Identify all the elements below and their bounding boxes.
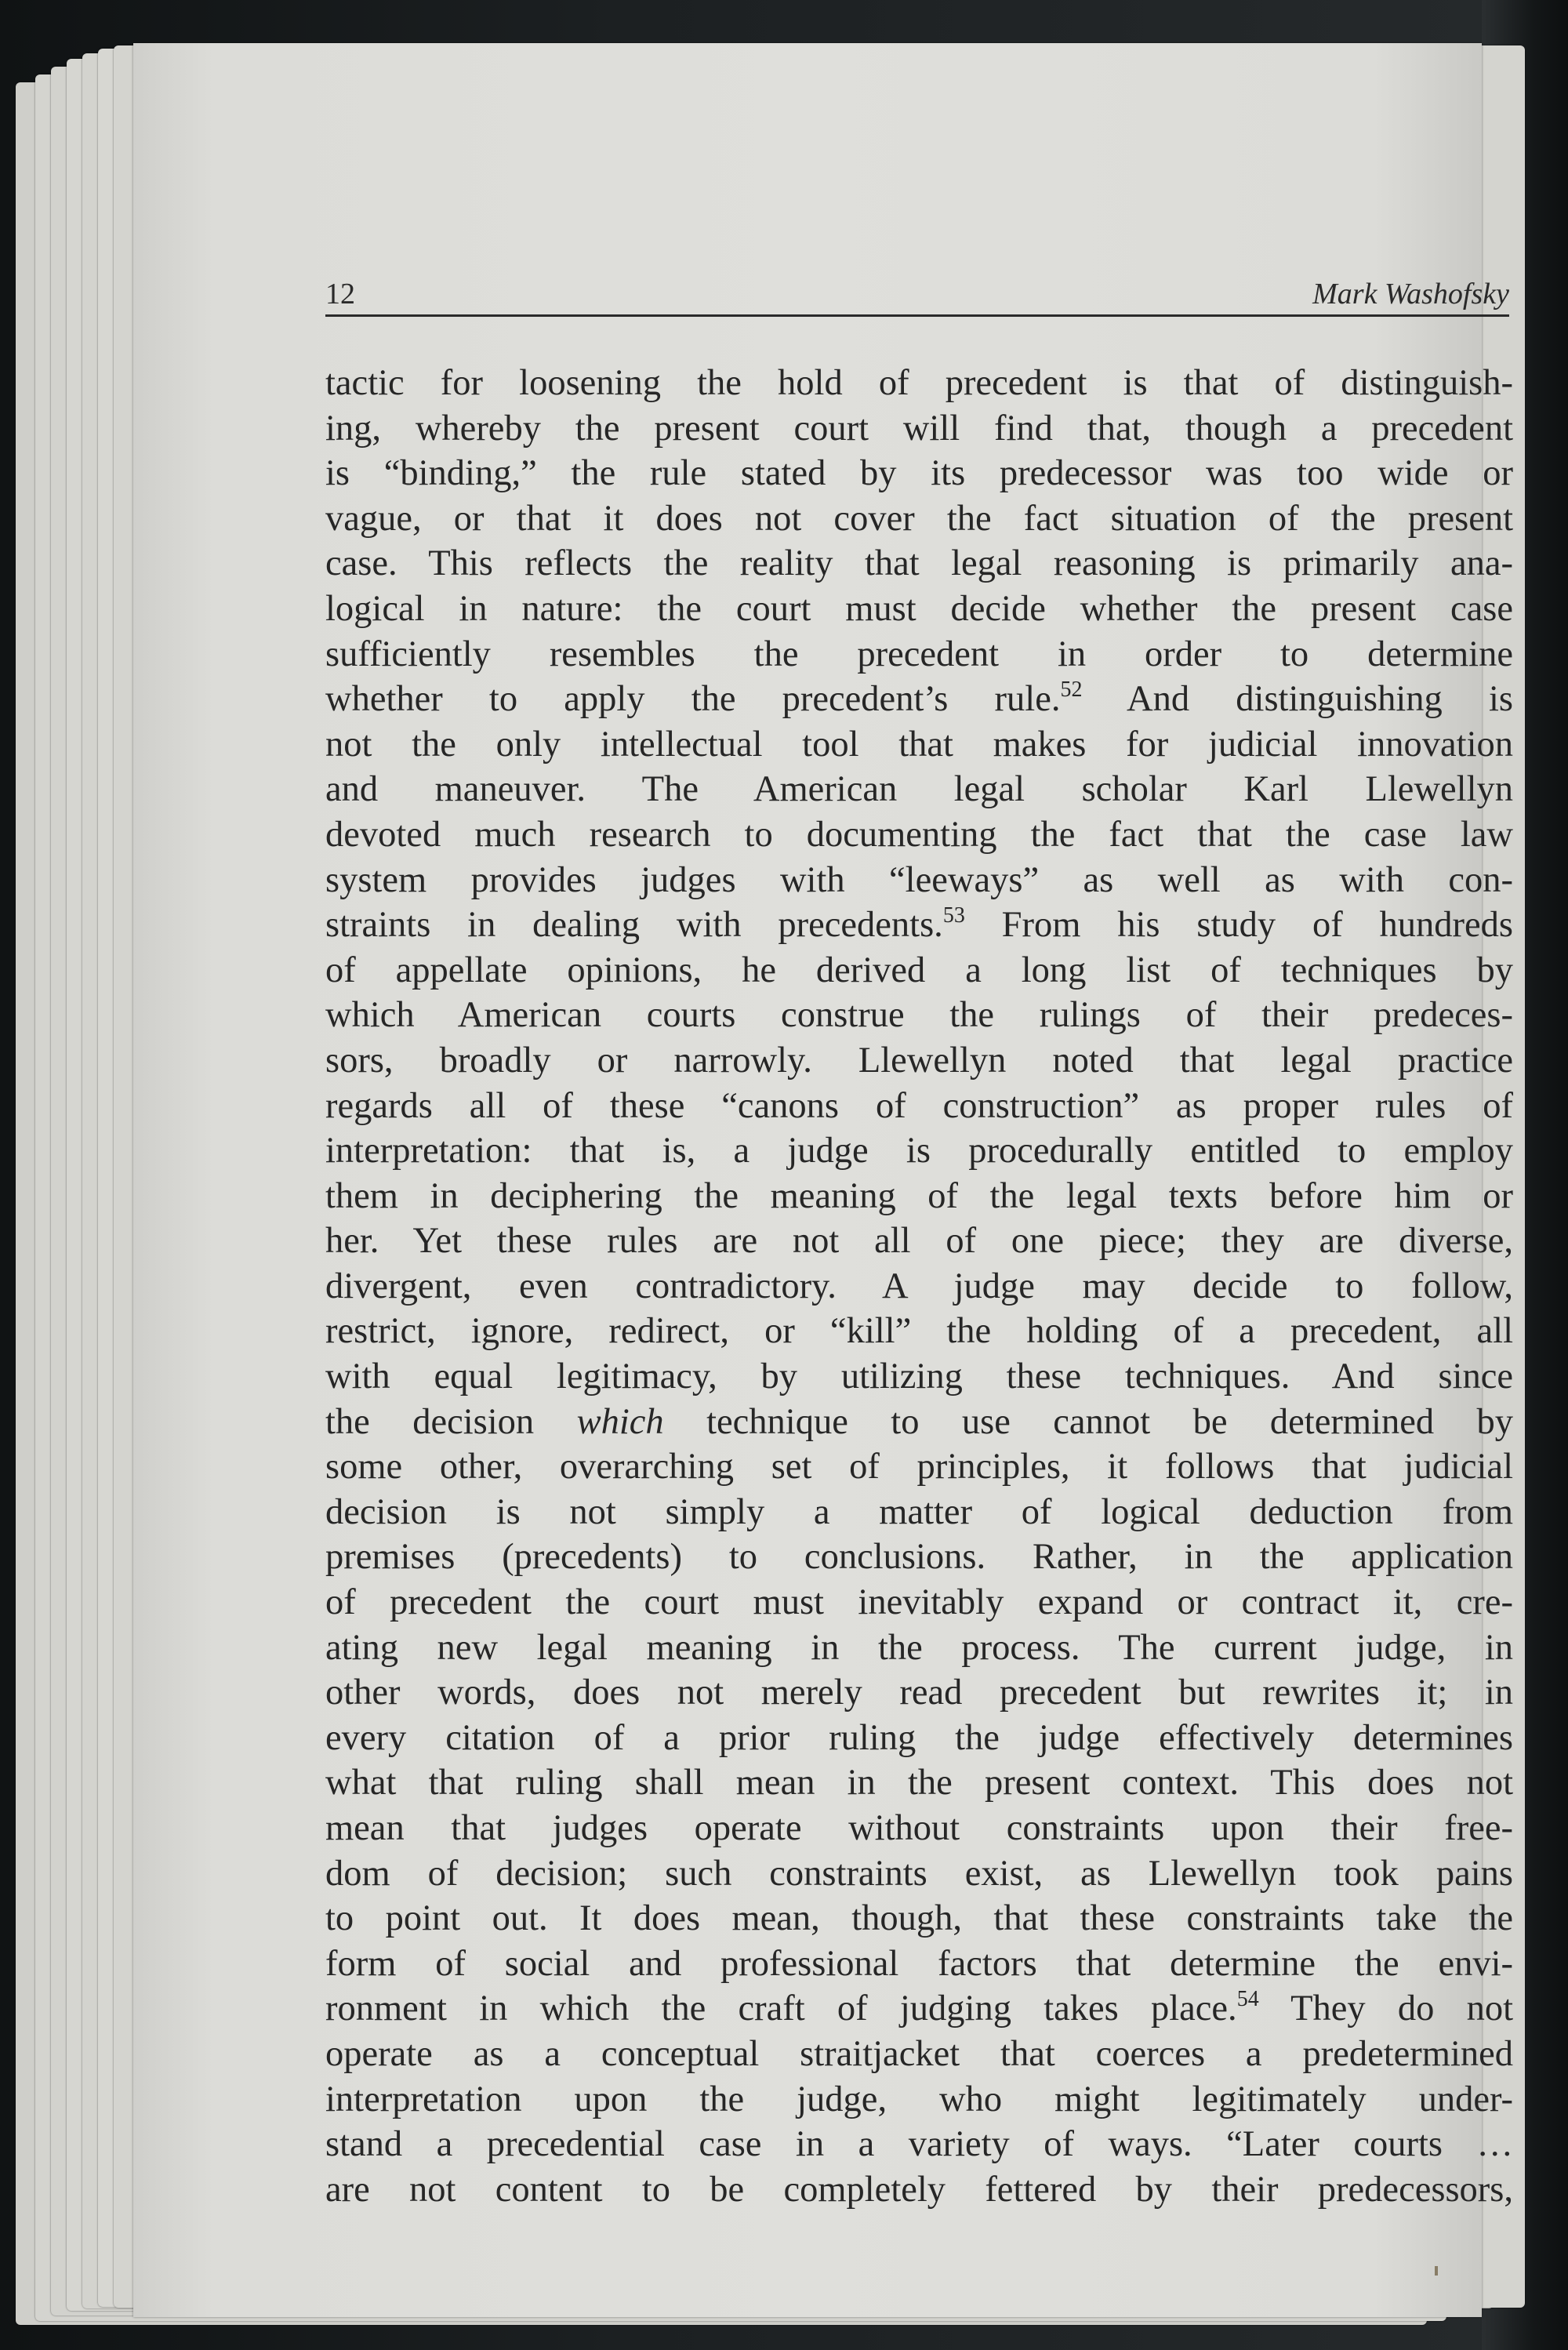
text-line [325, 1986, 1513, 2032]
text-segment: whether to apply the precedent’s rule. [325, 679, 1061, 720]
text-segment: technique to use cannot be determined by [663, 1401, 1513, 1442]
text-line: interpretation upon the judge, who might legitimately under- [325, 2079, 1513, 2119]
text-line: mean that judges operate without constraints upon their free- [325, 1808, 1513, 1848]
text-line: operate as a conceptual straitjacket that coerces a predetermined [325, 2033, 1513, 2074]
text-line: tactic for loosening the hold of precedent is that of distinguish- [325, 363, 1513, 403]
text-segment: ronment in which the craft of judging takes place. [325, 1989, 1237, 2029]
text-line: and maneuver. The American legal scholar Karl Llewellyn [325, 769, 1513, 810]
text-line: every citation of a prior ruling the judge effectively determines [325, 1717, 1513, 1758]
text-line: ating new legal meaning in the process. The current judge, in [325, 1627, 1513, 1668]
text-line: decision is not simply a matter of logical deduction from [325, 1491, 1513, 1532]
text-line: which American courts construe the rulings of their predeces- [325, 995, 1513, 1036]
text-line: vague, or that it does not cover the fact situation of the present [325, 498, 1513, 539]
text-line [325, 903, 1513, 948]
text-line: dom of decision; such constraints exist, as Llewellyn took pains [325, 1853, 1513, 1894]
text-line: them in deciphering the meaning of the legal texts before him or [325, 1175, 1513, 1216]
page-speck [1435, 2266, 1438, 2276]
text-line: stand a precedential case in a variety of ways. “Later courts … [325, 2124, 1513, 2165]
text-line: what that ruling shall mean in the present context. This does not [325, 1763, 1513, 1803]
text-segment: the decision [325, 1401, 577, 1442]
text-line: some other, overarching set of principles, it follows that judicial [325, 1447, 1513, 1487]
text-line: of precedent the court must inevitably expand or contract it, cre- [325, 1582, 1513, 1623]
text-line: other words, does not merely read precedent but rewrites it; in [325, 1673, 1513, 1713]
page-number: 12 [325, 278, 355, 311]
text-line: logical in nature: the court must decide whether the present case [325, 588, 1513, 629]
text-line: not the only intellectual tool that makes for judicial innovation [325, 724, 1513, 765]
text-line: of appellate opinions, he derived a long list of techniques by [325, 950, 1513, 990]
footnote-ref-52: 52 [1060, 677, 1083, 703]
text-line: devoted much research to documenting the fact that the case law [325, 814, 1513, 855]
text-line: to point out. It does mean, though, that these constraints take the [325, 1898, 1513, 1939]
text-segment: From his study of hundreds [964, 905, 1513, 946]
text-line [325, 1400, 1513, 1445]
text-line: sors, broadly or narrowly. Llewellyn noted that legal practice [325, 1040, 1513, 1081]
footnote-ref-53: 53 [942, 903, 965, 928]
text-line: form of social and professional factors that determine the envi- [325, 1943, 1513, 1984]
running-head-author: Mark Washofsky [1312, 278, 1509, 311]
footnote-ref-54: 54 [1236, 1987, 1259, 2012]
text-line: sufficiently resembles the precedent in order to determine [325, 634, 1513, 674]
text-line: is “binding,” the rule stated by its predecessor was too wide or [325, 453, 1513, 494]
running-head [325, 271, 1509, 317]
italic-word: which [576, 1401, 664, 1442]
text-line: are not content to be completely fettered by their predecessors, [325, 2169, 1513, 2210]
text-line: restrict, ignore, redirect, or “kill” the holding of a precedent, all [325, 1311, 1513, 1352]
text-line: regards all of these “canons of construction” as proper rules of [325, 1085, 1513, 1126]
text-line: case. This reflects the reality that legal reasoning is primarily ana- [325, 543, 1513, 584]
text-line: divergent, even contradictory. A judge may decide to follow, [325, 1266, 1513, 1306]
text-line: with equal legitimacy, by utilizing these techniques. And since [325, 1357, 1513, 1397]
text-line: premises (precedents) to conclusions. Rather, in the application [325, 1537, 1513, 1578]
book-page [133, 43, 1514, 2317]
text-line: ing, whereby the present court will find that, though a precedent [325, 408, 1513, 449]
text-segment: straints in dealing with precedents. [325, 905, 943, 946]
text-line: interpretation: that is, a judge is procedurally entitled to employ [325, 1131, 1513, 1171]
text-line: system provides judges with “leeways” as well as with con- [325, 859, 1513, 900]
body-text [325, 361, 1513, 2212]
text-segment: And distinguishing is [1082, 679, 1513, 720]
text-segment: They do not [1258, 1989, 1514, 2029]
text-line: her. Yet these rules are not all of one piece; they are diverse, [325, 1221, 1513, 1262]
text-line [325, 677, 1513, 722]
